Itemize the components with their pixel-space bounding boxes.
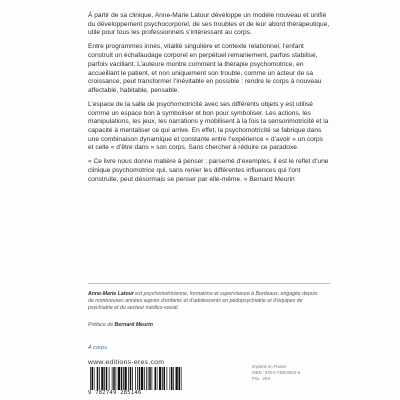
barcode-bar [137,367,138,391]
barcode-bar [181,367,182,391]
barcode-bar [159,367,161,391]
barcode-bar [130,367,132,391]
preface-label: Préface de [88,322,115,328]
barcode-bar [128,367,129,391]
author-bio-text: est psychomotricienne, formatrice et superviseure à Bordeaux, engagée depuis de nombreuses années auprès d’enfants et d’adolescents en pédopsychiatrie et d’équipes de psychiatrie et du secteur médico-social. [88,291,318,312]
price-text: Prix : 26 € [252,375,271,381]
barcode-bar [164,367,166,391]
barcode-bar [157,367,158,391]
barcode-bar [170,367,171,391]
barcode-bar [135,367,136,391]
barcode-bar [141,367,143,391]
barcode-bar [112,367,113,391]
barcode-bar [94,367,95,391]
barcode-bar [162,367,163,391]
barcode-bar [155,367,157,391]
barcode-bar [106,367,108,391]
barcode-bar [132,367,133,391]
barcode-bar [149,367,151,391]
barcode-bar [139,367,141,391]
barcode-bar [113,367,115,391]
barcode-bar [118,367,120,391]
barcode-bar [152,367,153,391]
quote-paragraph: « Ce livre nous donne matière à penser ; parsemé d’exemples, il est le reflet d’une clinique psychomotrice qui, sans renier les différentes influences qui l’ont construite, peut désormais se penser par elle-même. » Bernard Meurin [88,158,329,183]
barcode-bar [173,367,174,391]
preface-credit [88,322,153,328]
barcode-bar [109,367,110,391]
collection-name: À corps [88,345,107,351]
summary-paragraph: L’espace de la salle de psychomotricité avec ses différents objets y est utilisé comme un espace bon à symboliser et bon pour symboliser. Les actions, les manipulations, les jeux, les narrations y mobilisent à la fois la sensorimotricité et la capacité à mentaliser ce qui arrive. En effet, la psychomotricité se fabrique dans une combinaison dynamique et constante entre l’expérience « d’avoir » un corps et celle « d’être dans » son corps. Sans chercher à réduire ce paradoxe. [88,100,329,152]
barcode-bar [99,367,100,391]
print-info [252,364,300,381]
barcode-bar [92,367,94,391]
barcode-bar [148,367,149,391]
barcode-bar [171,367,173,391]
barcode-bar [101,367,103,391]
barcode-bar [179,367,181,391]
isbn-text: ISBN : 978-2-7492-8514-6 [252,369,301,375]
preface-author: Bernard Meurin [114,322,153,328]
isbn-barcode [88,367,184,397]
summary-paragraph: Entre programmes innés, vitalité singulière et contexte relationnel, l’enfant construit un échafaudage corporel en perpétuel remaniement, parfois stabilisé, parfois vacillant. L’auteure montre comment la thérapie psychomotrice, en accueillant le patient, et non uniquement son trouble, comme un acteur de sa croissance, peut transformer l’inévitable en possible : rendre le corps à nouveau affectable, habitable, pensable. [88,43,322,94]
barcode-bar [97,367,99,391]
publisher-website: www.editions-eres.com [88,359,165,366]
barcode-bar [90,367,91,391]
barcode-bar [167,367,168,391]
barcode-bar [123,367,124,391]
divider [88,283,330,284]
author-name: Anne-Marie Latour [88,291,134,297]
barcode-bar [146,367,147,391]
barcode-bar [125,367,127,391]
summary-text [88,12,330,190]
author-bio [88,291,320,313]
barcode-digits: 9 782749 285146 [88,390,184,397]
summary-paragraph: À partir de sa clinique, Anne-Marie Latour développe un modèle nouveau et unifié du développement psychocorporel, de ses troubles et de leur abord thérapeutique, utile pour tous les professionnels s’intéressant au corps. [88,12,330,37]
barcode-bar [144,367,145,391]
barcode-bar [176,367,178,391]
barcode-bar [121,367,123,391]
barcode-bar [104,367,105,391]
barcode-bar [116,367,117,391]
printed-in: Imprimé en France [252,364,287,369]
